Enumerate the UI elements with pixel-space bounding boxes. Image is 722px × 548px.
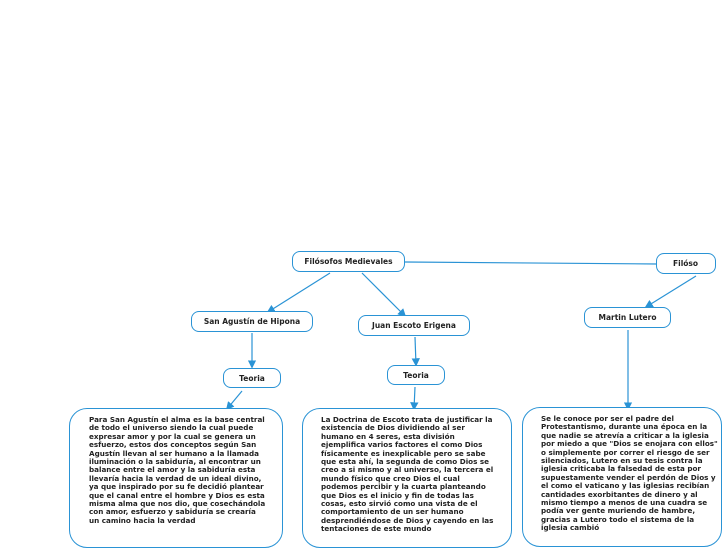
escoto-text: La Doctrina de Escoto trata de justificar la existencia de Dios dividiendo al ser humano en 4 seres, esta división ejemplifica varios factores el como Dios físicamente es inexplicable pero se sabe que esta ahí, la segunda de como Dios se creo a si mismo y al universo, la tercera el mundo físico que creo Dios el cual podemos percibir y la cuarta planteando que Dios es el inicio y fin de todas las cosas, esto sirvió como una vista de el comportamiento de un ser humano desprendiéndose de Dios y cayendo en las tentaciones de este mundo bbox=[321, 415, 494, 534]
node-label: Filósofos Medievales bbox=[304, 257, 393, 266]
connector-teoria1-text bbox=[227, 391, 242, 409]
connector-escoto-teoria bbox=[415, 337, 416, 365]
connector-root-escoto bbox=[362, 273, 405, 316]
text-box-agustin[interactable] bbox=[69, 408, 283, 548]
agustin-text: Para San Agustín el alma es la base central de todo el universo siendo la cual puede expresar amor y por la cual se genera un esfuerzo, estos dos conceptos según San Agustín llevan al ser humano a la llamada iluminación o la sabiduría, al encontrar un balance entre el amor y la sabiduría esta llevaría hacia la verdad de un ideal divino, ya que inspirado por su fe decidió plantear que el canal entre el hombre y Dios es esta misma alma que nos dio, que cosechándola con amor, esfuerzo y sabiduría se crearía un camino hacia la verdad bbox=[89, 415, 266, 525]
node-teoria-escoto[interactable] bbox=[387, 365, 445, 385]
text-box-escoto[interactable] bbox=[302, 408, 512, 548]
connector-root-root2 bbox=[405, 262, 657, 264]
node-filosofos-medievales[interactable] bbox=[292, 251, 405, 272]
node-label: San Agustín de Hipona bbox=[203, 317, 301, 326]
node-label: Teoria bbox=[239, 373, 265, 383]
node-label: Martin Lutero bbox=[598, 313, 657, 322]
node-label: Juan Escoto Erigena bbox=[372, 321, 456, 330]
lutero-text: Se le conoce por ser el padre del Protestantismo, durante una época en la que nadie se atrevía a criticar a la iglesia por miedo a que "Dios se enojara con ellos" o simplemente por correr el riesgo de ser silenciados, Lutero en su tesis contra la iglesia criticaba la falsedad de esta por supuestamente vender el perdón de Dios y el como el vaticano y las iglesias recibían cantidades exorbitantes de dinero y al mismo tiempo a menos de una cuadra se podía ver gente muriendo de hambre, gracias a Lutero todo el sistema de la iglesia cambió bbox=[541, 414, 718, 533]
text-box-lutero[interactable] bbox=[522, 407, 722, 547]
connector-root2-lutero bbox=[646, 276, 696, 307]
node-martin-lutero[interactable] bbox=[584, 307, 671, 328]
node-filosofos-right[interactable] bbox=[656, 253, 716, 274]
connector-teoria2-text bbox=[414, 387, 415, 409]
node-label: Teoria bbox=[403, 370, 429, 380]
node-san-agustin[interactable] bbox=[191, 311, 313, 332]
connector-root-agustin bbox=[268, 273, 330, 312]
node-juan-escoto[interactable] bbox=[358, 315, 470, 336]
node-teoria-agustin[interactable] bbox=[223, 368, 281, 388]
node-label: Filóso bbox=[673, 259, 699, 268]
